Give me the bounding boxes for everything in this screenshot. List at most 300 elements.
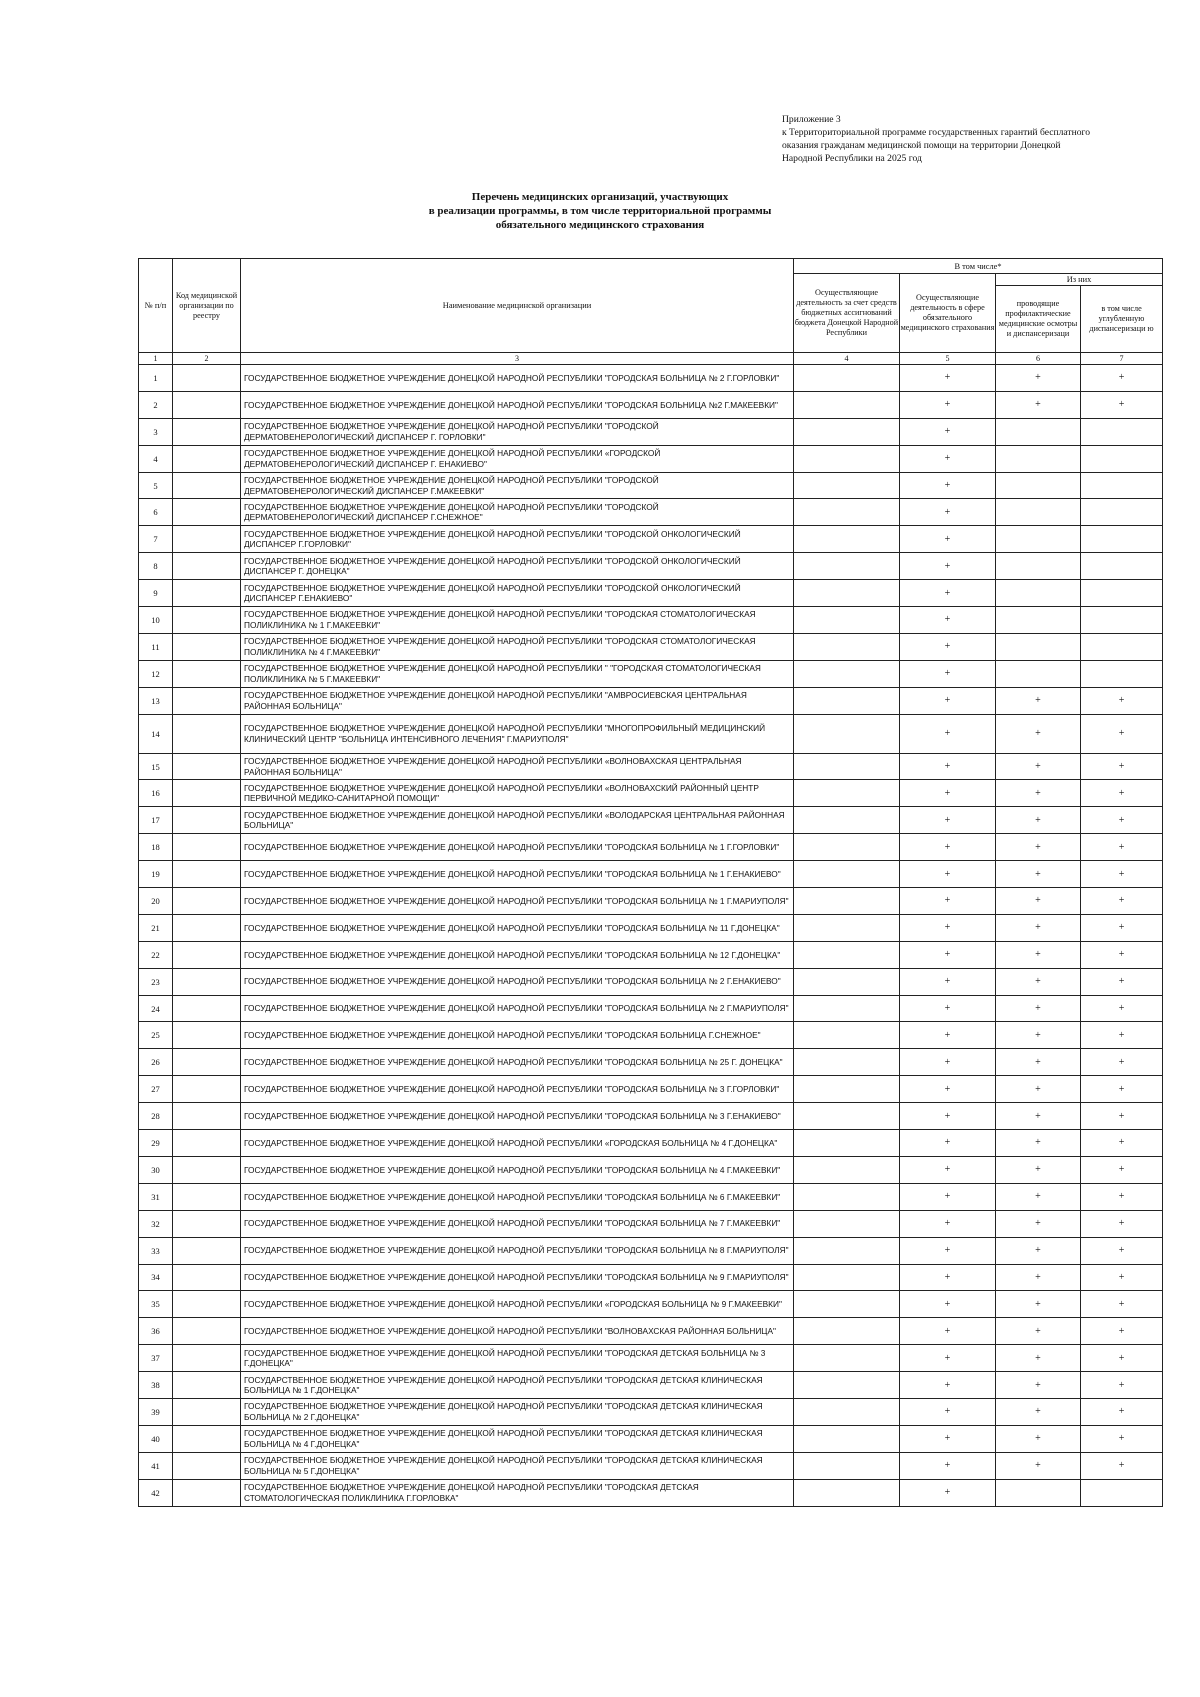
mark-oms: + (900, 1210, 996, 1237)
row-number: 42 (139, 1479, 173, 1506)
mark-oms: + (900, 687, 996, 714)
appendix-line: Приложение 3 (782, 114, 841, 125)
org-name: ГОСУДАРСТВЕННОЕ БЮДЖЕТНОЕ УЧРЕЖДЕНИЕ ДОНЕЦКОЙ НАРОДНОЙ РЕСПУБЛИКИ "ГОРОДСКАЯ БОЛЬНИЦА № 2 Г.ГОРЛОВКИ" (241, 365, 794, 392)
mark-prof: + (996, 780, 1081, 807)
mark-prof: + (996, 365, 1081, 392)
mark-budget (794, 1022, 900, 1049)
row-code (173, 660, 241, 687)
mark-deep (1081, 445, 1163, 472)
row-code (173, 1264, 241, 1291)
mark-deep: + (1081, 1264, 1163, 1291)
mark-prof: + (996, 914, 1081, 941)
row-code (173, 418, 241, 445)
row-code (173, 1291, 241, 1318)
mark-budget (794, 472, 900, 499)
row-code (173, 499, 241, 526)
row-code (173, 580, 241, 607)
mark-prof: + (996, 1183, 1081, 1210)
mark-budget (794, 941, 900, 968)
org-name: ГОСУДАРСТВЕННОЕ БЮДЖЕТНОЕ УЧРЕЖДЕНИЕ ДОНЕЦКОЙ НАРОДНОЙ РЕСПУБЛИКИ "ГОРОДСКАЯ БОЛЬНИЦА № 11 Г.ДОНЕЦКА" (241, 914, 794, 941)
row-code (173, 861, 241, 888)
row-number: 17 (139, 807, 173, 834)
mark-budget (794, 861, 900, 888)
mark-prof (996, 499, 1081, 526)
title-line: в реализации программы, в том числе территориальной программы (428, 205, 772, 217)
mark-budget (794, 1398, 900, 1425)
mark-deep: + (1081, 995, 1163, 1022)
row-number: 20 (139, 888, 173, 915)
mark-prof: + (996, 861, 1081, 888)
mark-prof: + (996, 1022, 1081, 1049)
table-row (139, 553, 1163, 580)
row-number: 41 (139, 1452, 173, 1479)
mark-budget (794, 914, 900, 941)
mark-oms: + (900, 1049, 996, 1076)
table-row (139, 1398, 1163, 1425)
header-code: Код медицинской организации по реестру (173, 259, 241, 353)
table-row (139, 968, 1163, 995)
mark-deep: + (1081, 914, 1163, 941)
mark-deep: + (1081, 1318, 1163, 1345)
table-row (139, 526, 1163, 553)
table-row (139, 1022, 1163, 1049)
mark-deep (1081, 418, 1163, 445)
org-name: ГОСУДАРСТВЕННОЕ БЮДЖЕТНОЕ УЧРЕЖДЕНИЕ ДОНЕЦКОЙ НАРОДНОЙ РЕСПУБЛИКИ "ГОРОДСКОЙ ДЕРМАТОВЕНЕРОЛОГИЧЕСКИЙ ДИСПАНСЕР Г.СНЕЖНОЕ" (241, 499, 794, 526)
org-name: ГОСУДАРСТВЕННОЕ БЮДЖЕТНОЕ УЧРЕЖДЕНИЕ ДОНЕЦКОЙ НАРОДНОЙ РЕСПУБЛИКИ «ГОРОДСКАЯ БОЛЬНИЦА № 9 Г.МАКЕЕВКИ" (241, 1291, 794, 1318)
mark-oms: + (900, 1183, 996, 1210)
table-row (139, 753, 1163, 780)
mark-budget (794, 633, 900, 660)
mark-deep: + (1081, 1372, 1163, 1399)
mark-prof (996, 418, 1081, 445)
org-name: ГОСУДАРСТВЕННОЕ БЮДЖЕТНОЕ УЧРЕЖДЕНИЕ ДОНЕЦКОЙ НАРОДНОЙ РЕСПУБЛИКИ "ГОРОДСКАЯ БОЛЬНИЦА № 8 Г.МАРИУПОЛЯ" (241, 1237, 794, 1264)
mark-budget (794, 753, 900, 780)
mark-deep: + (1081, 888, 1163, 915)
table-row (139, 391, 1163, 418)
header-num: № п/п (139, 259, 173, 353)
mark-prof: + (996, 714, 1081, 753)
mark-oms: + (900, 714, 996, 753)
mark-deep: + (1081, 861, 1163, 888)
row-number: 31 (139, 1183, 173, 1210)
mark-budget (794, 1076, 900, 1103)
mark-oms: + (900, 753, 996, 780)
org-name: ГОСУДАРСТВЕННОЕ БЮДЖЕТНОЕ УЧРЕЖДЕНИЕ ДОНЕЦКОЙ НАРОДНОЙ РЕСПУБЛИКИ «ГОРОДСКОЙ ДЕРМАТОВЕНЕРОЛОГИЧЕСКИЙ ДИСПАНСЕР Г. ЕНАКИЕВО" (241, 445, 794, 472)
mark-budget (794, 1372, 900, 1399)
row-number: 32 (139, 1210, 173, 1237)
table-row (139, 995, 1163, 1022)
row-number: 25 (139, 1022, 173, 1049)
header-including: В том числе* (794, 259, 1163, 274)
mark-oms: + (900, 888, 996, 915)
mark-deep: + (1081, 391, 1163, 418)
row-code (173, 1398, 241, 1425)
document-title (300, 190, 900, 232)
row-number: 11 (139, 633, 173, 660)
row-code (173, 1479, 241, 1506)
table-row (139, 1183, 1163, 1210)
mark-budget (794, 391, 900, 418)
org-name: ГОСУДАРСТВЕННОЕ БЮДЖЕТНОЕ УЧРЕЖДЕНИЕ ДОНЕЦКОЙ НАРОДНОЙ РЕСПУБЛИКИ "ГОРОДСКАЯ ДЕТСКАЯ КЛИНИЧЕСКАЯ БОЛЬНИЦА № 5 Г.ДОНЕЦКА" (241, 1452, 794, 1479)
org-name: ГОСУДАРСТВЕННОЕ БЮДЖЕТНОЕ УЧРЕЖДЕНИЕ ДОНЕЦКОЙ НАРОДНОЙ РЕСПУБЛИКИ "ГОРОДСКАЯ БОЛЬНИЦА № 3 Г.ЕНАКИЕВО" (241, 1103, 794, 1130)
table-row (139, 1237, 1163, 1264)
mark-prof (996, 1479, 1081, 1506)
row-number: 35 (139, 1291, 173, 1318)
mark-prof: + (996, 391, 1081, 418)
mark-prof (996, 445, 1081, 472)
org-name: ГОСУДАРСТВЕННОЕ БЮДЖЕТНОЕ УЧРЕЖДЕНИЕ ДОНЕЦКОЙ НАРОДНОЙ РЕСПУБЛИКИ "ГОРОДСКОЙ ОНКОЛОГИЧЕСКИЙ ДИСПАНСЕР Г.ЕНАКИЕВО" (241, 580, 794, 607)
mark-budget (794, 365, 900, 392)
row-code (173, 365, 241, 392)
mark-budget (794, 968, 900, 995)
mark-oms: + (900, 1479, 996, 1506)
org-name: ГОСУДАРСТВЕННОЕ БЮДЖЕТНОЕ УЧРЕЖДЕНИЕ ДОНЕЦКОЙ НАРОДНОЙ РЕСПУБЛИКИ «ВОЛОДАРСКАЯ ЦЕНТРАЛЬНАЯ РАЙОННАЯ БОЛЬНИЦА" (241, 807, 794, 834)
row-code (173, 1318, 241, 1345)
row-code (173, 714, 241, 753)
org-name: ГОСУДАРСТВЕННОЕ БЮДЖЕТНОЕ УЧРЕЖДЕНИЕ ДОНЕЦКОЙ НАРОДНОЙ РЕСПУБЛИКИ "ГОРОДСКАЯ БОЛЬНИЦА № 25 Г. ДОНЕЦКА" (241, 1049, 794, 1076)
row-number: 8 (139, 553, 173, 580)
org-name: ГОСУДАРСТВЕННОЕ БЮДЖЕТНОЕ УЧРЕЖДЕНИЕ ДОНЕЦКОЙ НАРОДНОЙ РЕСПУБЛИКИ "ГОРОДСКАЯ БОЛЬНИЦА № 2 Г.ЕНАКИЕВО" (241, 968, 794, 995)
mark-budget (794, 1264, 900, 1291)
mark-deep: + (1081, 1049, 1163, 1076)
mark-deep: + (1081, 1345, 1163, 1372)
mark-budget (794, 1183, 900, 1210)
mark-oms: + (900, 391, 996, 418)
row-code (173, 1049, 241, 1076)
mark-oms: + (900, 1452, 996, 1479)
mark-prof: + (996, 1130, 1081, 1157)
table-row (139, 445, 1163, 472)
table-row (139, 941, 1163, 968)
row-code (173, 753, 241, 780)
col-number: 5 (900, 353, 996, 365)
row-number: 33 (139, 1237, 173, 1264)
table-row (139, 861, 1163, 888)
mark-deep: + (1081, 1156, 1163, 1183)
mark-prof (996, 472, 1081, 499)
mark-deep: + (1081, 807, 1163, 834)
row-code (173, 553, 241, 580)
table-row (139, 1076, 1163, 1103)
row-number: 40 (139, 1425, 173, 1452)
org-name: ГОСУДАРСТВЕННОЕ БЮДЖЕТНОЕ УЧРЕЖДЕНИЕ ДОНЕЦКОЙ НАРОДНОЙ РЕСПУБЛИКИ "ГОРОДСКОЙ ОНКОЛОГИЧЕСКИЙ ДИСПАНСЕР Г. ДОНЕЦКА" (241, 553, 794, 580)
row-code (173, 607, 241, 634)
mark-prof: + (996, 1425, 1081, 1452)
org-name: ГОСУДАРСТВЕННОЕ БЮДЖЕТНОЕ УЧРЕЖДЕНИЕ ДОНЕЦКОЙ НАРОДНОЙ РЕСПУБЛИКИ "ГОРОДСКАЯ БОЛЬНИЦА № 1 Г.ЕНАКИЕВО" (241, 861, 794, 888)
mark-budget (794, 499, 900, 526)
mark-oms: + (900, 660, 996, 687)
mark-deep: + (1081, 1183, 1163, 1210)
mark-oms: + (900, 834, 996, 861)
row-code (173, 914, 241, 941)
mark-budget (794, 526, 900, 553)
mark-deep (1081, 553, 1163, 580)
organizations-table (138, 258, 1163, 1507)
mark-oms: + (900, 1264, 996, 1291)
table-row (139, 714, 1163, 753)
row-number: 9 (139, 580, 173, 607)
row-code (173, 1183, 241, 1210)
mark-deep: + (1081, 1425, 1163, 1452)
org-name: ГОСУДАРСТВЕННОЕ БЮДЖЕТНОЕ УЧРЕЖДЕНИЕ ДОНЕЦКОЙ НАРОДНОЙ РЕСПУБЛИКИ "ГОРОДСКАЯ БОЛЬНИЦА № 7 Г.МАКЕЕВКИ" (241, 1210, 794, 1237)
row-number: 4 (139, 445, 173, 472)
org-name: ГОСУДАРСТВЕННОЕ БЮДЖЕТНОЕ УЧРЕЖДЕНИЕ ДОНЕЦКОЙ НАРОДНОЙ РЕСПУБЛИКИ «ГОРОДСКАЯ БОЛЬНИЦА № 4 Г.ДОНЕЦКА" (241, 1130, 794, 1157)
org-name: ГОСУДАРСТВЕННОЕ БЮДЖЕТНОЕ УЧРЕЖДЕНИЕ ДОНЕЦКОЙ НАРОДНОЙ РЕСПУБЛИКИ "ГОРОДСКАЯ БОЛЬНИЦА № 6 Г.МАКЕЕВКИ" (241, 1183, 794, 1210)
row-number: 10 (139, 607, 173, 634)
appendix-line: к Территориториальной программе государственных гарантий бесплатного (782, 127, 1090, 138)
row-number: 1 (139, 365, 173, 392)
table-row (139, 660, 1163, 687)
table-row (139, 914, 1163, 941)
mark-deep: + (1081, 365, 1163, 392)
mark-budget (794, 807, 900, 834)
org-name: ГОСУДАРСТВЕННОЕ БЮДЖЕТНОЕ УЧРЕЖДЕНИЕ ДОНЕЦКОЙ НАРОДНОЙ РЕСПУБЛИКИ "ГОРОДСКАЯ БОЛЬНИЦА № 4 Г.МАКЕЕВКИ" (241, 1156, 794, 1183)
table-row (139, 807, 1163, 834)
row-code (173, 445, 241, 472)
org-name: ГОСУДАРСТВЕННОЕ БЮДЖЕТНОЕ УЧРЕЖДЕНИЕ ДОНЕЦКОЙ НАРОДНОЙ РЕСПУБЛИКИ "ГОРОДСКАЯ БОЛЬНИЦА № 12 Г.ДОНЕЦКА" (241, 941, 794, 968)
mark-oms: + (900, 1398, 996, 1425)
mark-deep: + (1081, 1398, 1163, 1425)
row-number: 24 (139, 995, 173, 1022)
mark-oms: + (900, 914, 996, 941)
row-number: 26 (139, 1049, 173, 1076)
mark-budget (794, 1345, 900, 1372)
mark-prof: + (996, 888, 1081, 915)
org-name: ГОСУДАРСТВЕННОЕ БЮДЖЕТНОЕ УЧРЕЖДЕНИЕ ДОНЕЦКОЙ НАРОДНОЙ РЕСПУБЛИКИ "ВОЛНОВАХСКАЯ РАЙОННАЯ БОЛЬНИЦА" (241, 1318, 794, 1345)
mark-oms: + (900, 607, 996, 634)
row-number: 12 (139, 660, 173, 687)
row-number: 21 (139, 914, 173, 941)
appendix-line: оказания гражданам медицинской помощи на территории Донецкой (782, 140, 1061, 151)
row-number: 16 (139, 780, 173, 807)
mark-deep: + (1081, 834, 1163, 861)
row-number: 34 (139, 1264, 173, 1291)
mark-budget (794, 1291, 900, 1318)
row-number: 39 (139, 1398, 173, 1425)
table-row (139, 1130, 1163, 1157)
header-prof: проводящие профилактическиe медицинские осмотры и диспансеризаци (996, 286, 1081, 353)
mark-budget (794, 660, 900, 687)
row-code (173, 1103, 241, 1130)
mark-budget (794, 1210, 900, 1237)
row-number: 2 (139, 391, 173, 418)
mark-prof: + (996, 1049, 1081, 1076)
row-number: 15 (139, 753, 173, 780)
row-code (173, 1372, 241, 1399)
appendix-line: Народной Республики на 2025 год (782, 153, 922, 164)
mark-oms: + (900, 553, 996, 580)
header-oms: Осуществляющие деятельность в сфере обязательного медицинского страхования (900, 274, 996, 353)
org-name: ГОСУДАРСТВЕННОЕ БЮДЖЕТНОЕ УЧРЕЖДЕНИЕ ДОНЕЦКОЙ НАРОДНОЙ РЕСПУБЛИКИ «ВОЛНОВАХСКАЯ ЦЕНТРАЛЬНАЯ РАЙОННАЯ БОЛЬНИЦА" (241, 753, 794, 780)
org-name: ГОСУДАРСТВЕННОЕ БЮДЖЕТНОЕ УЧРЕЖДЕНИЕ ДОНЕЦКОЙ НАРОДНОЙ РЕСПУБЛИКИ "ГОРОДСКАЯ БОЛЬНИЦА № 1 Г.МАРИУПОЛЯ" (241, 888, 794, 915)
mark-budget (794, 1130, 900, 1157)
header-of-them: Из них (996, 274, 1163, 286)
mark-budget (794, 714, 900, 753)
mark-oms: + (900, 861, 996, 888)
mark-deep: + (1081, 1210, 1163, 1237)
table-row (139, 607, 1163, 634)
row-number: 23 (139, 968, 173, 995)
mark-deep: + (1081, 1022, 1163, 1049)
org-name: ГОСУДАРСТВЕННОЕ БЮДЖЕТНОЕ УЧРЕЖДЕНИЕ ДОНЕЦКОЙ НАРОДНОЙ РЕСПУБЛИКИ "ГОРОДСКАЯ СТОМАТОЛОГИЧЕСКАЯ ПОЛИКЛИНИКА № 1 Г.МАКЕЕВКИ" (241, 607, 794, 634)
mark-budget (794, 445, 900, 472)
mark-deep: + (1081, 968, 1163, 995)
mark-oms: + (900, 1318, 996, 1345)
mark-deep (1081, 499, 1163, 526)
row-code (173, 1076, 241, 1103)
mark-prof: + (996, 968, 1081, 995)
org-name: ГОСУДАРСТВЕННОЕ БЮДЖЕТНОЕ УЧРЕЖДЕНИЕ ДОНЕЦКОЙ НАРОДНОЙ РЕСПУБЛИКИ "ГОРОДСКАЯ БОЛЬНИЦА № 9 Г.МАРИУПОЛЯ" (241, 1264, 794, 1291)
org-name: ГОСУДАРСТВЕННОЕ БЮДЖЕТНОЕ УЧРЕЖДЕНИЕ ДОНЕЦКОЙ НАРОДНОЙ РЕСПУБЛИКИ "АМВРОСИЕВСКАЯ ЦЕНТРАЛЬНАЯ РАЙОННАЯ БОЛЬНИЦА" (241, 687, 794, 714)
org-name: ГОСУДАРСТВЕННОЕ БЮДЖЕТНОЕ УЧРЕЖДЕНИЕ ДОНЕЦКОЙ НАРОДНОЙ РЕСПУБЛИКИ "ГОРОДСКАЯ БОЛЬНИЦА № 2 Г.МАРИУПОЛЯ" (241, 995, 794, 1022)
col-number: 7 (1081, 353, 1163, 365)
mark-prof (996, 633, 1081, 660)
table-row (139, 1372, 1163, 1399)
mark-deep (1081, 607, 1163, 634)
org-name: ГОСУДАРСТВЕННОЕ БЮДЖЕТНОЕ УЧРЕЖДЕНИЕ ДОНЕЦКОЙ НАРОДНОЙ РЕСПУБЛИКИ "ГОРОДСКОЙ ДЕРМАТОВЕНЕРОЛОГИЧЕСКИЙ ДИСПАНСЕР Г.МАКЕЕВКИ" (241, 472, 794, 499)
row-code (173, 1237, 241, 1264)
mark-prof (996, 526, 1081, 553)
mark-budget (794, 1479, 900, 1506)
row-code (173, 888, 241, 915)
mark-prof: + (996, 807, 1081, 834)
column-numbers-row (139, 353, 1163, 365)
mark-budget (794, 1452, 900, 1479)
table-row (139, 1210, 1163, 1237)
mark-deep: + (1081, 687, 1163, 714)
org-name: ГОСУДАРСТВЕННОЕ БЮДЖЕТНОЕ УЧРЕЖДЕНИЕ ДОНЕЦКОЙ НАРОДНОЙ РЕСПУБЛИКИ "ГОРОДСКАЯ ДЕТСКАЯ БОЛЬНИЦА № 3 Г.ДОНЕЦКА" (241, 1345, 794, 1372)
table-row (139, 499, 1163, 526)
table-row (139, 633, 1163, 660)
row-code (173, 807, 241, 834)
mark-oms: + (900, 1130, 996, 1157)
mark-prof: + (996, 1398, 1081, 1425)
org-name: ГОСУДАРСТВЕННОЕ БЮДЖЕТНОЕ УЧРЕЖДЕНИЕ ДОНЕЦКОЙ НАРОДНОЙ РЕСПУБЛИКИ "ГОРОДСКАЯ ДЕТСКАЯ КЛИНИЧЕСКАЯ БОЛЬНИЦА № 1 Г.ДОНЕЦКА" (241, 1372, 794, 1399)
mark-prof (996, 553, 1081, 580)
mark-prof: + (996, 1237, 1081, 1264)
mark-oms: + (900, 1372, 996, 1399)
mark-oms: + (900, 472, 996, 499)
org-name: ГОСУДАРСТВЕННОЕ БЮДЖЕТНОЕ УЧРЕЖДЕНИЕ ДОНЕЦКОЙ НАРОДНОЙ РЕСПУБЛИКИ "ГОРОДСКОЙ ДЕРМАТОВЕНЕРОЛОГИЧЕСКИЙ ДИСПАНСЕР Г. ГОРЛОВКИ" (241, 418, 794, 445)
table-row (139, 888, 1163, 915)
row-code (173, 1345, 241, 1372)
row-number: 30 (139, 1156, 173, 1183)
row-number: 29 (139, 1130, 173, 1157)
mark-budget (794, 1156, 900, 1183)
col-number: 6 (996, 353, 1081, 365)
row-number: 3 (139, 418, 173, 445)
mark-deep: + (1081, 1103, 1163, 1130)
mark-oms: + (900, 1022, 996, 1049)
mark-deep: + (1081, 780, 1163, 807)
row-number: 5 (139, 472, 173, 499)
mark-prof: + (996, 1291, 1081, 1318)
mark-oms: + (900, 1345, 996, 1372)
table-row (139, 418, 1163, 445)
org-name: ГОСУДАРСТВЕННОЕ БЮДЖЕТНОЕ УЧРЕЖДЕНИЕ ДОНЕЦКОЙ НАРОДНОЙ РЕСПУБЛИКИ "ГОРОДСКАЯ БОЛЬНИЦА № 1 Г.ГОРЛОВКИ" (241, 834, 794, 861)
table-row (139, 1479, 1163, 1506)
mark-budget (794, 1318, 900, 1345)
table-row (139, 1318, 1163, 1345)
row-code (173, 941, 241, 968)
mark-deep: + (1081, 1237, 1163, 1264)
row-code (173, 1425, 241, 1452)
table-row (139, 365, 1163, 392)
org-name: ГОСУДАРСТВЕННОЕ БЮДЖЕТНОЕ УЧРЕЖДЕНИЕ ДОНЕЦКОЙ НАРОДНОЙ РЕСПУБЛИКИ "ГОРОДСКАЯ БОЛЬНИЦА № 3 Г.ГОРЛОВКИ" (241, 1076, 794, 1103)
mark-budget (794, 418, 900, 445)
row-number: 7 (139, 526, 173, 553)
row-code (173, 1130, 241, 1157)
mark-oms: + (900, 445, 996, 472)
row-number: 28 (139, 1103, 173, 1130)
mark-oms: + (900, 1076, 996, 1103)
row-code (173, 968, 241, 995)
mark-prof (996, 580, 1081, 607)
row-code (173, 1156, 241, 1183)
mark-prof: + (996, 1076, 1081, 1103)
mark-budget (794, 687, 900, 714)
col-number: 4 (794, 353, 900, 365)
row-code (173, 391, 241, 418)
org-name: ГОСУДАРСТВЕННОЕ БЮДЖЕТНОЕ УЧРЕЖДЕНИЕ ДОНЕЦКОЙ НАРОДНОЙ РЕСПУБЛИКИ "ГОРОДСКОЙ ОНКОЛОГИЧЕСКИЙ ДИСПАНСЕР Г.ГОРЛОВКИ" (241, 526, 794, 553)
col-number: 3 (241, 353, 794, 365)
org-name: ГОСУДАРСТВЕННОЕ БЮДЖЕТНОЕ УЧРЕЖДЕНИЕ ДОНЕЦКОЙ НАРОДНОЙ РЕСПУБЛИКИ "МНОГОПРОФИЛЬНЫЙ МЕДИЦИНСКИЙ КЛИНИЧЕСКИЙ ЦЕНТР "БОЛЬНИЦА ИНТЕНСИВНОГО ЛЕЧЕНИЯ" Г.МАРИУПОЛЯ" (241, 714, 794, 753)
row-code (173, 526, 241, 553)
mark-prof: + (996, 753, 1081, 780)
mark-oms: + (900, 1291, 996, 1318)
table-row (139, 1156, 1163, 1183)
mark-prof: + (996, 1264, 1081, 1291)
table-row (139, 834, 1163, 861)
mark-prof: + (996, 995, 1081, 1022)
mark-oms: + (900, 526, 996, 553)
row-number: 19 (139, 861, 173, 888)
row-code (173, 687, 241, 714)
row-code (173, 834, 241, 861)
table-row (139, 1049, 1163, 1076)
mark-deep: + (1081, 714, 1163, 753)
org-name: ГОСУДАРСТВЕННОЕ БЮДЖЕТНОЕ УЧРЕЖДЕНИЕ ДОНЕЦКОЙ НАРОДНОЙ РЕСПУБЛИКИ "ГОРОДСКАЯ ДЕТСКАЯ КЛИНИЧЕСКАЯ БОЛЬНИЦА № 4 Г.ДОНЕЦКА" (241, 1425, 794, 1452)
row-code (173, 780, 241, 807)
table-row (139, 687, 1163, 714)
org-name: ГОСУДАРСТВЕННОЕ БЮДЖЕТНОЕ УЧРЕЖДЕНИЕ ДОНЕЦКОЙ НАРОДНОЙ РЕСПУБЛИКИ "ГОРОДСКАЯ БОЛЬНИЦА Г.СНЕЖНОЕ" (241, 1022, 794, 1049)
row-code (173, 995, 241, 1022)
mark-prof: + (996, 941, 1081, 968)
mark-deep (1081, 580, 1163, 607)
mark-prof: + (996, 687, 1081, 714)
mark-oms: + (900, 941, 996, 968)
mark-prof: + (996, 1210, 1081, 1237)
org-name: ГОСУДАРСТВЕННОЕ БЮДЖЕТНОЕ УЧРЕЖДЕНИЕ ДОНЕЦКОЙ НАРОДНОЙ РЕСПУБЛИКИ «ВОЛНОВАХСКИЙ РАЙОННЫЙ ЦЕНТР ПЕРВИЧНОЙ МЕДИКО-САНИТАРНОЙ ПОМОЩИ" (241, 780, 794, 807)
org-name: ГОСУДАРСТВЕННОЕ БЮДЖЕТНОЕ УЧРЕЖДЕНИЕ ДОНЕЦКОЙ НАРОДНОЙ РЕСПУБЛИКИ "ГОРОДСКАЯ БОЛЬНИЦА №2 Г.МАКЕЕВКИ" (241, 391, 794, 418)
row-code (173, 1210, 241, 1237)
mark-oms: + (900, 995, 996, 1022)
mark-budget (794, 1237, 900, 1264)
row-number: 13 (139, 687, 173, 714)
table-row (139, 580, 1163, 607)
mark-oms: + (900, 1103, 996, 1130)
mark-budget (794, 553, 900, 580)
header-deep: в том числе углубленную диспансеризаци ю (1081, 286, 1163, 353)
mark-budget (794, 1103, 900, 1130)
mark-prof (996, 660, 1081, 687)
mark-oms: + (900, 968, 996, 995)
row-number: 14 (139, 714, 173, 753)
mark-prof: + (996, 1345, 1081, 1372)
mark-deep (1081, 1479, 1163, 1506)
row-number: 37 (139, 1345, 173, 1372)
row-code (173, 1452, 241, 1479)
